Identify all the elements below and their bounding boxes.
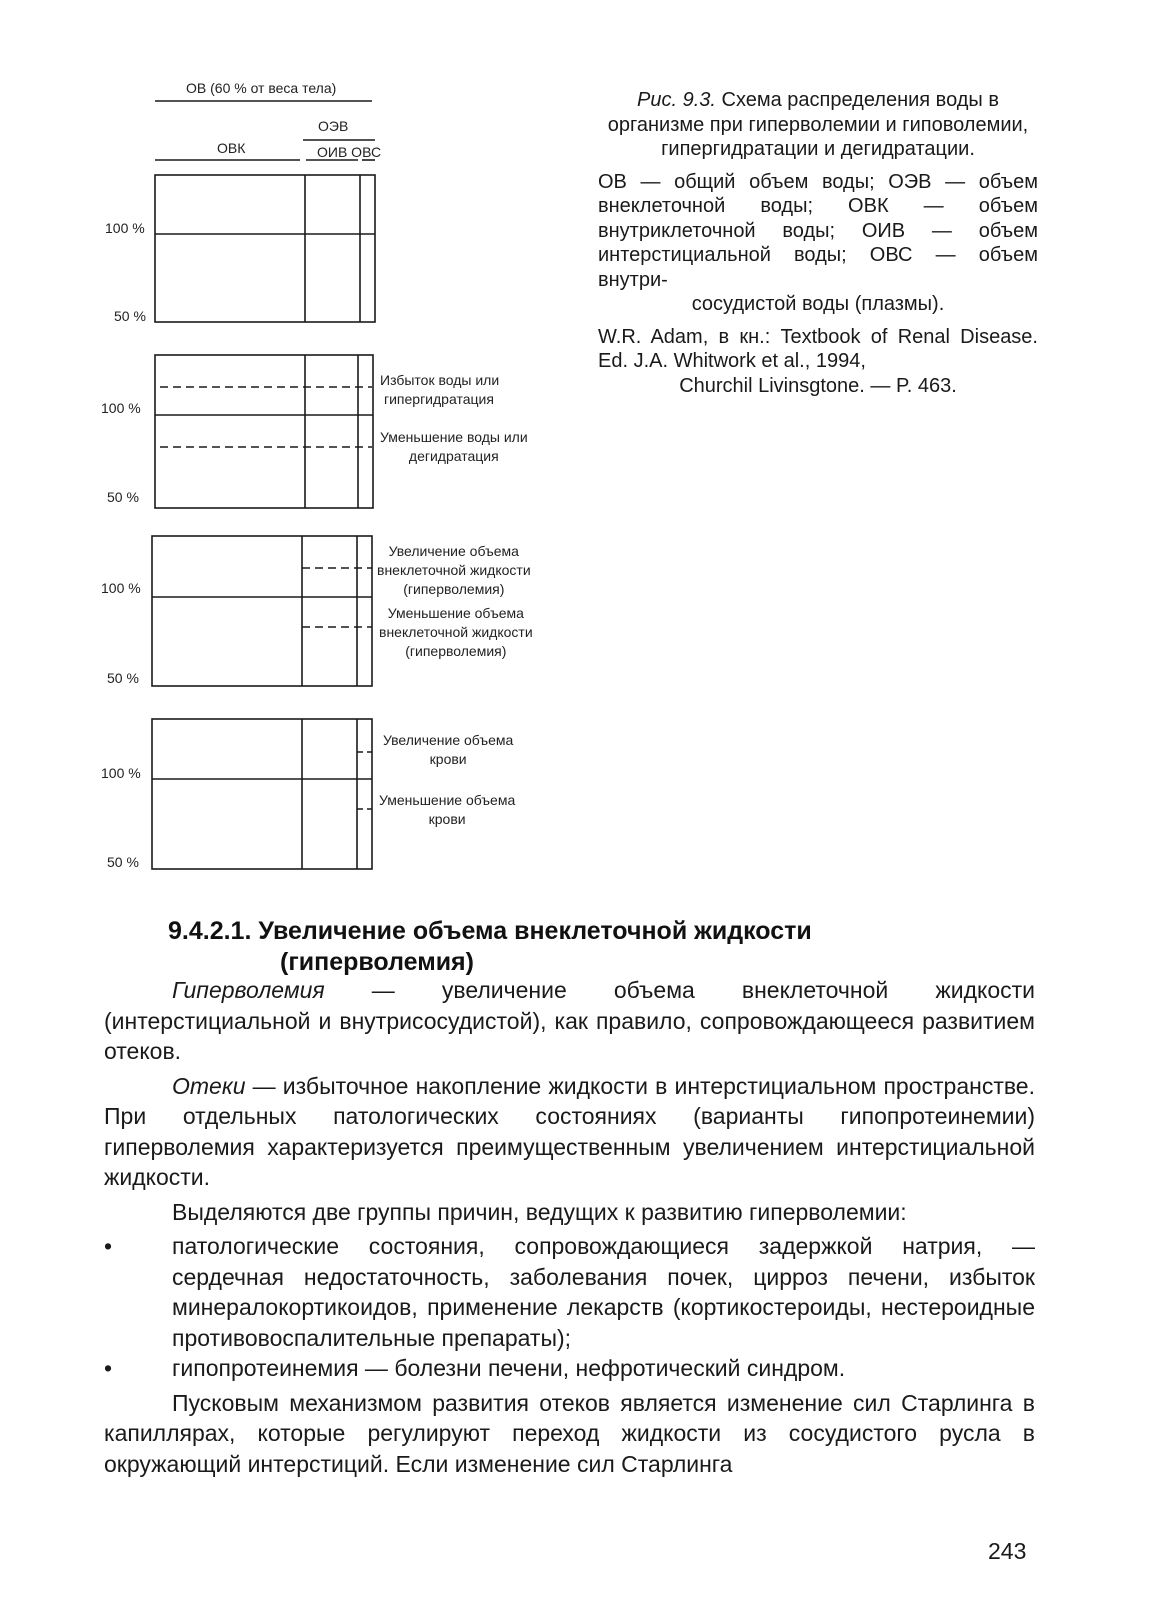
paragraph-starling: Пусковым механизмом развития отеков является изменение сил Старлинга в капиллярах, которые регулируют переход жидкости из сосудистого русла в окружающий интерстиций. Если изменение сил Старлинга: [104, 1389, 1035, 1477]
diagram-ecf-volume: [152, 536, 372, 686]
caption-legend: ОВ — общий объем воды; ОЭВ — объем внеклеточной воды; ОВК — объем внутриклеточной воды; ОИВ — объем интерстициальной воды; ОВС — объем внутри- сосудистой воды (плазмы).: [598, 170, 1038, 315]
note-decrease-water: Уменьшение воды или дегидратация: [380, 429, 528, 464]
pct-50-label: 50 %: [107, 489, 139, 505]
paragraph-hypervolemia: Гиперволемия — увеличение объема внеклеточной жидкости (интерстициальной и внутрисосудистой), как правило, сопровождающееся развитием отеков.: [104, 977, 1035, 1064]
page-number: 243: [988, 1538, 1027, 1564]
oiv-ovs-label: ОИВ ОВС: [317, 144, 382, 160]
section-heading: 9.4.2.1. Увеличение объема внеклеточной жидкости (гиперволемия): [168, 917, 812, 976]
list-item: • патологические состояния, сопровождающиеся задержкой натрия, — сердечная недостаточность, заболевания почек, цирроз печени, избыток минералокортикоидов, применение лекарств (кортикостероиды, нестероидные противовоспалительные препараты);: [104, 1233, 1035, 1351]
diagram-blood-volume: [152, 719, 372, 869]
paragraph-edema: Отеки — избыточное накопление жидкости в интерстициальном пространстве. При отдельных патологических состояниях (варианты гипопротеинемии) гиперволемия характеризуется преимущественным увеличением интерстициальной жидкости.: [104, 1072, 1035, 1190]
note-decrease-blood: Уменьшение объема крови: [379, 792, 516, 827]
caption-source: W.R. Adam, в кн.: Textbook of Renal Disease. Ed. J.A. Whitwork et al., 1994, Churchil Livinsgtone. — P. 463.: [598, 325, 1038, 397]
list-item: • гипопротеинемия — болезни печени, нефротический синдром.: [104, 1353, 1035, 1384]
pct-100-label: 100 %: [105, 220, 145, 236]
note-increase-ecf: Увеличение объема внеклеточной жидкости (гиперволемия): [377, 543, 531, 597]
note-decrease-ecf: Уменьшение объема внеклеточной жидкости (гиперволемия): [379, 605, 533, 659]
diagram-hydration: [155, 355, 373, 508]
oev-label: ОЭВ: [318, 118, 349, 134]
ov-label: ОВ (60 % от веса тела): [186, 80, 337, 96]
diagram-normal: [155, 175, 375, 322]
pct-100-label: 100 %: [101, 580, 141, 596]
body-text: [104, 975, 1035, 1483]
bullet-icon: •: [104, 1233, 113, 1259]
pct-100-label: 100 %: [101, 400, 141, 416]
pct-50-label: 50 %: [114, 308, 146, 324]
pct-100-label: 100 %: [101, 765, 141, 781]
note-increase-blood: Увеличение объема крови: [383, 732, 514, 767]
pct-50-label: 50 %: [107, 670, 139, 686]
figure-caption: [598, 88, 1038, 398]
ovk-label: ОВК: [217, 140, 246, 156]
pct-50-label: 50 %: [107, 854, 139, 870]
note-excess-water: Избыток воды или гипергидратация: [380, 372, 500, 407]
paragraph-causes: Выделяются две группы причин, ведущих к развитию гиперволемии:: [172, 1198, 907, 1225]
bullet-icon: •: [104, 1355, 113, 1381]
caption-title: Рис. 9.3. Схема распределения воды в организме при гиперволемии и гиповолемии, гипергидратации и дегидратации.: [607, 89, 1029, 160]
